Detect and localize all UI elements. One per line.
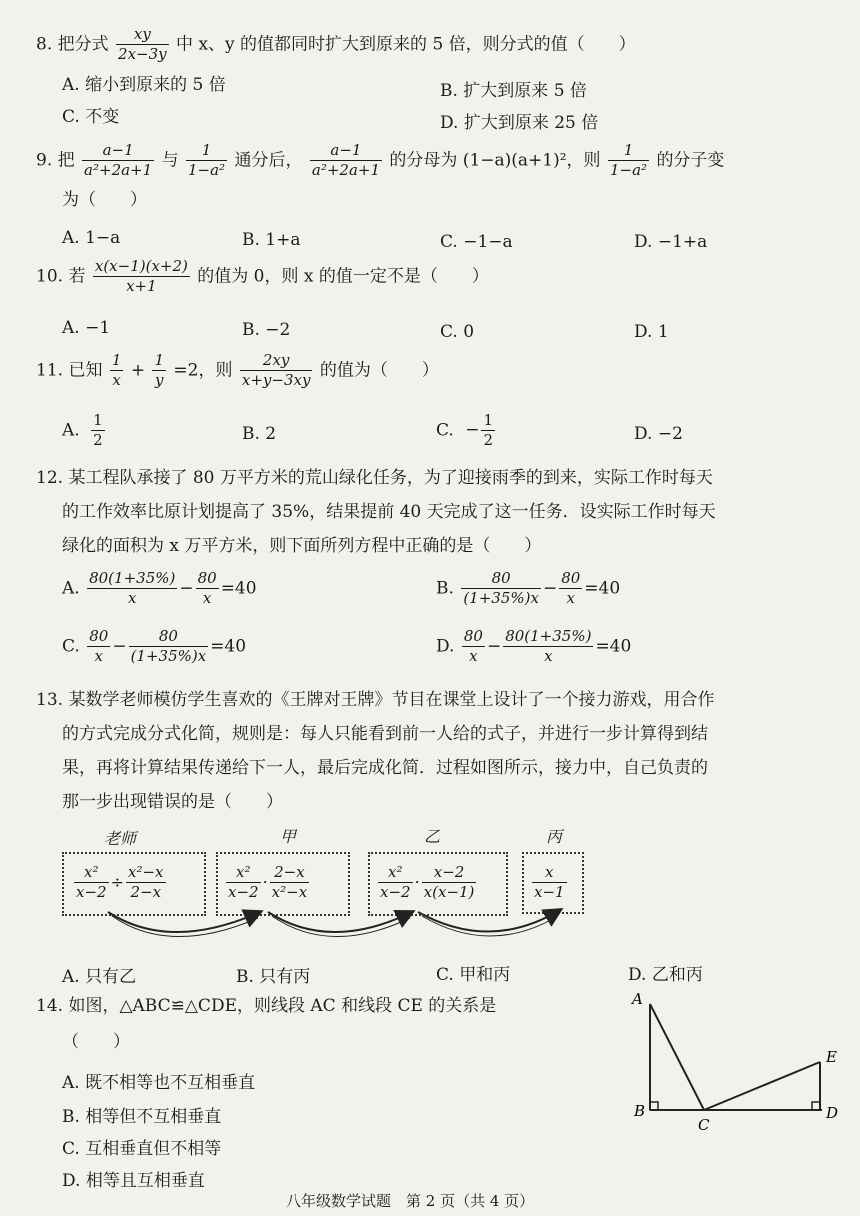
operator: + [130,360,146,381]
fraction: $\frac{xy}{2x-3y}$ [118,25,167,64]
fraction: $\frac{1}{\text{1−a²}}$ [187,141,226,180]
option-c: C. 不变 [62,107,120,127]
question-text: 的分子变 [656,150,725,171]
fraction: $\frac{1}{\text{1−a²}}$ [609,141,648,180]
option-a: A. $\frac{80(1+35\%)}{x}$ − $\frac{80}{x}$ =40 [62,569,257,608]
question-text: 果，再将计算结果传递给下一人，最后完成化简．过程如图所示，接力中，自己负责的 [62,758,708,778]
question-text: 某数学老师模仿学生喜欢的《王牌对王牌》节目在课堂上设计了一个接力游戏，用合作 [68,690,715,710]
role-label-yi: 乙 [424,827,441,846]
option-d: D. −1+a [634,232,708,252]
question-text: （ ） [62,1032,130,1052]
option-c: C. 0 [440,322,475,342]
option-d: D. 扩大到原来 25 倍 [440,113,599,133]
question-text: 中 x、y 的值都同时扩大到原来的 5 倍，则分式的值（ ） [176,34,636,55]
question-9-line-2: 为（ ） [62,190,147,210]
fraction: $\frac{a-1}{\text{a²+2a+1}}$ [84,141,153,180]
question-number: 13. [36,690,64,710]
option-a: A. 1−a [62,228,121,248]
fraction: $\frac{x(x-1)(x+2)}{x+1}$ [94,257,188,296]
question-text: 某工程队承接了 80 万平方米的荒山绿化任务，为了迎接雨季的到来，实际工作时每天 [68,468,713,488]
question-text: 的分母为 (1−a)(a+1)²，则 [389,150,601,171]
option-b: B. 扩大到原来 5 倍 [440,81,587,101]
question-text: 通分后， [234,150,303,171]
relay-box-yi: $\frac{\text{x²}}{x-2}$ · $\frac{x-2}{x(x-1)}$ [368,852,508,916]
point-label-a: A [632,990,643,1008]
option-c: C. $\frac{80}{x}$ − $\frac{80}{(1+35\%)x}$ =40 [62,627,247,666]
option-d: D. 相等且互相垂直 [62,1171,205,1191]
option-a: A. $\frac{1}{2}$ [62,411,103,450]
option-d: D. 1 [634,322,669,342]
option-a: A. −1 [62,318,111,338]
role-label-jia: 甲 [280,827,297,846]
fraction: $\frac{a-1}{\text{a²+2a+1}}$ [311,141,380,180]
point-label-b: B [634,1102,646,1120]
option-b: B. 相等但不互相垂直 [62,1107,222,1127]
question-text: 的值为（ ） [319,360,439,381]
question-number: 10. [36,266,64,287]
fraction: $\frac{1}{x}$ [111,351,122,390]
option-a: A. 只有乙 [62,967,137,987]
option-c: C. −1−a [440,232,513,252]
question-text: 已知 [68,360,103,381]
question-text: 把分式 [57,34,109,55]
option-c: C. − $\frac{1}{2}$ [436,411,494,450]
question-text: 把 [57,150,75,171]
relay-box-teacher: $\frac{\text{x²}}{x-2}$ ÷ $\frac{\text{x²−x}}{2-x}$ [62,852,206,916]
question-text: =2，则 [173,360,233,381]
option-a: A. 既不相等也不互相垂直 [62,1073,256,1093]
option-c: C. 甲和丙 [436,965,511,985]
option-d: D. $\frac{80}{x}$ − $\frac{80(1+35\%)}{x}$ =40 [436,627,632,666]
relay-box-jia: $\frac{\text{x²}}{x-2}$ · $\frac{2-x}{\text{x²−x}}$ [216,852,350,916]
question-text: 的方式完成分式化简，规则是：每人只能看到前一人给的式子，并进行一步计算得到结 [62,724,708,744]
option-b: B. $\frac{80}{(1+35\%)x}$ − $\frac{80}{x}$ =40 [436,569,621,608]
option-b: B. 只有丙 [236,967,311,987]
point-label-c: C [698,1116,710,1134]
question-text: 那一步出现错误的是（ ） [62,792,283,812]
option-c: C. 互相垂直但不相等 [62,1139,222,1159]
question-text: 与 [161,150,179,171]
option-d: D. −2 [634,424,683,444]
fraction: $\frac{2xy}{x+y-3xy}$ [241,351,311,390]
question-number: 12. [36,468,64,488]
question-number: 8. [36,34,53,55]
option-b: B. 2 [242,424,277,444]
option-b: B. −2 [242,320,291,340]
question-text: 的值为 0，则 x 的值一定不是（ ） [197,266,489,287]
fraction: $\frac{1}{y}$ [154,351,165,390]
point-label-d: D [826,1104,839,1122]
question-number: 9. [36,150,53,171]
relay-box-bing: $\frac{x}{x-1}$ [522,852,584,914]
option-d: D. 乙和丙 [628,965,703,985]
question-text: 绿化的面积为 x 万平方米，则下面所列方程中正确的是（ ） [62,536,542,556]
point-label-e: E [826,1048,837,1066]
question-text: 若 [68,266,86,287]
page-footer: 八年级数学试题 第 2 页（共 4 页） [286,1192,535,1210]
role-label-teacher: 老师 [104,829,137,848]
role-label-bing: 丙 [546,827,563,846]
question-text: 的工作效率比原计划提高了 35%，结果提前 40 天完成了这一任务．设实际工作时每天 [62,502,716,522]
question-text: 如图，△ABC≌△CDE，则线段 AC 和线段 CE 的关系是 [68,996,497,1016]
option-b: B. 1+a [242,230,301,250]
question-number: 14. [36,996,64,1016]
question-number: 11. [36,360,64,381]
option-a: A. 缩小到原来的 5 倍 [62,75,226,95]
